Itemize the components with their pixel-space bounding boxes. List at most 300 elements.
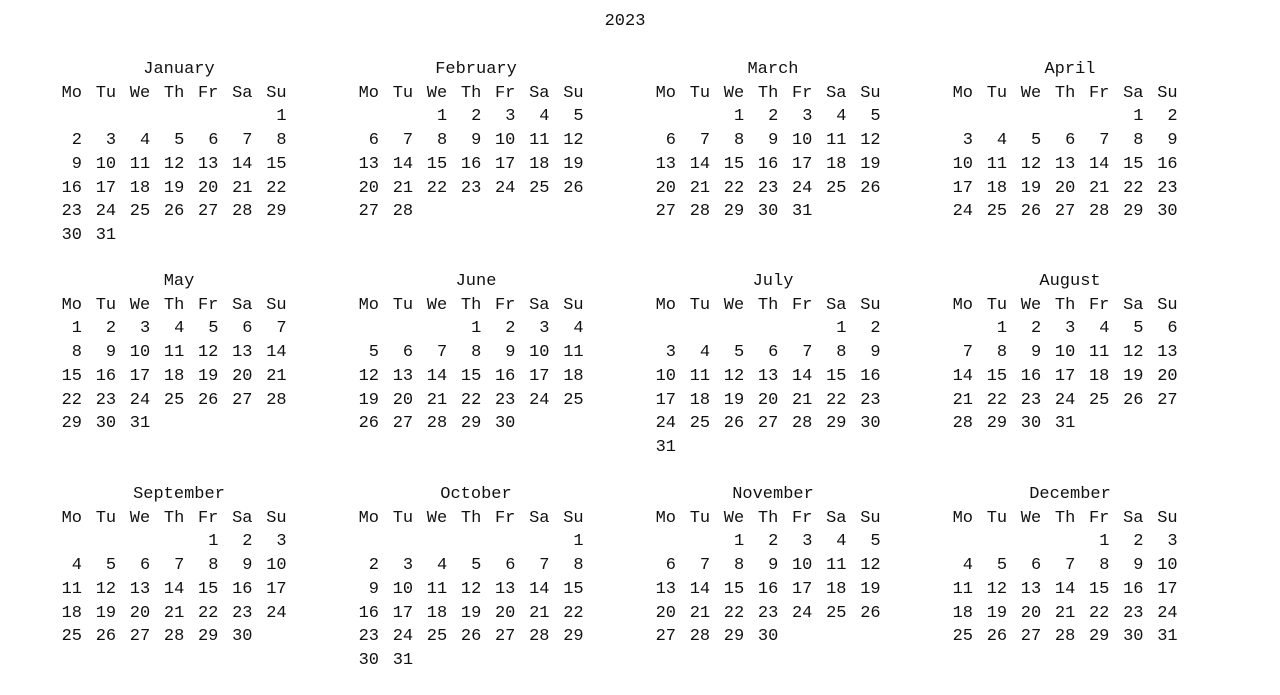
day-cell: 26	[95, 627, 117, 647]
day-cell: 24	[1054, 390, 1076, 410]
day-cell: 25	[826, 603, 847, 623]
weekday-header: Th	[1054, 295, 1076, 315]
day-cell: 28	[689, 202, 711, 222]
day-cell: 30	[757, 202, 779, 222]
day-cell: 13	[655, 579, 676, 599]
day-cell: 11	[129, 154, 151, 174]
day-cell: 6	[665, 556, 676, 576]
day-cell: 9	[1167, 131, 1178, 151]
day-cell: 11	[1088, 343, 1110, 363]
day-cell: 26	[1123, 390, 1144, 410]
day-cell: 21	[232, 178, 253, 198]
day-cell: 29	[266, 202, 287, 222]
weekday-header: Th	[460, 295, 482, 315]
day-cell: 6	[505, 556, 516, 576]
weekday-header: Sa	[232, 508, 253, 528]
day-cell: 16	[757, 154, 779, 174]
day-cell: 31	[95, 225, 117, 245]
day-cell: 4	[174, 319, 185, 339]
day-cell: 10	[791, 131, 813, 151]
day-cell: 3	[276, 532, 287, 552]
day-cell: 21	[689, 178, 711, 198]
day-cell: 20	[1020, 603, 1042, 623]
day-cell: 1	[208, 532, 219, 552]
day-cell: 18	[1088, 366, 1110, 386]
day-cell: 18	[952, 603, 973, 623]
day-cell: 10	[392, 579, 414, 599]
day-cell: 23	[460, 178, 482, 198]
day-cell: 22	[723, 603, 745, 623]
day-cell: 19	[723, 390, 745, 410]
day-cell: 25	[563, 390, 584, 410]
day-cell: 3	[105, 131, 117, 151]
day-cell: 24	[1157, 603, 1178, 623]
day-cell: 13	[129, 579, 151, 599]
day-cell: 16	[460, 154, 482, 174]
weekday-header: Mo	[61, 295, 82, 315]
day-cell: 30	[1157, 202, 1178, 222]
day-cell: 1	[276, 107, 287, 127]
day-cell: 31	[791, 202, 813, 222]
day-cell: 28	[529, 627, 550, 647]
weekday-header: Tu	[95, 295, 117, 315]
day-cell: 16	[61, 178, 82, 198]
day-cell: 29	[1123, 202, 1144, 222]
day-cell: 7	[1065, 556, 1076, 576]
day-cell: 9	[105, 343, 117, 363]
day-cell: 31	[1157, 627, 1178, 647]
weekday-header: We	[723, 508, 745, 528]
day-cell: 31	[1054, 414, 1076, 434]
month-title: February	[435, 60, 517, 79]
day-cell: 15	[1088, 579, 1110, 599]
day-cell: 29	[1088, 627, 1110, 647]
day-cell: 18	[826, 579, 847, 599]
day-cell: 4	[996, 131, 1008, 151]
day-cell: 19	[95, 603, 117, 623]
weekday-header: Sa	[232, 83, 253, 103]
day-cell: 13	[1020, 579, 1042, 599]
day-cell: 24	[266, 603, 287, 623]
weekday-header: Sa	[232, 295, 253, 315]
day-cell: 4	[1099, 319, 1110, 339]
day-cell: 5	[105, 556, 117, 576]
weekday-header: Fr	[791, 295, 813, 315]
day-cell: 16	[494, 366, 516, 386]
day-cell: 25	[129, 202, 151, 222]
day-cell: 20	[655, 603, 676, 623]
day-cell: 28	[232, 202, 253, 222]
weekday-header: Tu	[689, 83, 711, 103]
weekday-header: Th	[163, 508, 185, 528]
day-cell: 24	[529, 390, 550, 410]
day-cell: 21	[529, 603, 550, 623]
month-title: May	[163, 272, 195, 291]
day-cell: 14	[791, 366, 813, 386]
day-cell: 20	[757, 390, 779, 410]
day-cell: 17	[791, 579, 813, 599]
day-cell: 19	[1123, 366, 1144, 386]
day-cell: 27	[757, 414, 779, 434]
day-cell: 1	[733, 532, 745, 552]
weekday-header: Su	[563, 295, 584, 315]
day-cell: 30	[232, 627, 253, 647]
day-cell: 25	[1088, 390, 1110, 410]
day-cell: 16	[95, 366, 117, 386]
day-cell: 27	[494, 627, 516, 647]
day-cell: 27	[1020, 627, 1042, 647]
weekday-header: Fr	[197, 83, 219, 103]
day-cell: 18	[163, 366, 185, 386]
day-cell: 24	[952, 202, 973, 222]
day-cell: 5	[573, 107, 584, 127]
day-cell: 20	[232, 366, 253, 386]
day-cell: 25	[426, 627, 448, 647]
day-cell: 19	[197, 366, 219, 386]
day-cell: 16	[1157, 154, 1178, 174]
weekday-header: We	[129, 508, 151, 528]
weekday-header: Fr	[197, 508, 219, 528]
day-cell: 2	[1167, 107, 1178, 127]
day-cell: 9	[768, 131, 779, 151]
day-cell: 17	[392, 603, 414, 623]
day-cell: 7	[436, 343, 448, 363]
day-cell: 11	[689, 366, 711, 386]
weekday-header: Tu	[392, 295, 414, 315]
day-cell: 22	[266, 178, 287, 198]
weekday-header: Sa	[529, 508, 550, 528]
day-cell: 18	[61, 603, 82, 623]
day-cell: 29	[197, 627, 219, 647]
day-cell: 9	[1133, 556, 1144, 576]
day-cell: 22	[986, 390, 1008, 410]
weekday-header: Th	[460, 508, 482, 528]
day-cell: 3	[139, 319, 151, 339]
day-cell: 23	[757, 178, 779, 198]
day-cell: 7	[539, 556, 550, 576]
weekday-header: Sa	[1123, 508, 1144, 528]
day-cell: 30	[1020, 414, 1042, 434]
day-cell: 17	[494, 154, 516, 174]
day-cell: 23	[61, 202, 82, 222]
day-cell: 14	[426, 366, 448, 386]
day-cell: 8	[733, 131, 745, 151]
day-cell: 7	[276, 319, 287, 339]
day-cell: 10	[1054, 343, 1076, 363]
weekday-header: We	[426, 295, 448, 315]
day-cell: 11	[986, 154, 1008, 174]
day-cell: 6	[665, 131, 676, 151]
day-cell: 27	[358, 202, 379, 222]
day-cell: 21	[266, 366, 287, 386]
day-cell: 29	[563, 627, 584, 647]
day-cell: 24	[129, 390, 151, 410]
day-cell: 14	[232, 154, 253, 174]
day-cell: 28	[1054, 627, 1076, 647]
weekday-header: Mo	[61, 508, 82, 528]
weekday-header: Tu	[986, 83, 1008, 103]
weekday-header: Mo	[358, 295, 379, 315]
weekday-header: We	[129, 83, 151, 103]
day-cell: 1	[733, 107, 745, 127]
day-cell: 20	[129, 603, 151, 623]
day-cell: 27	[232, 390, 253, 410]
day-cell: 21	[163, 603, 185, 623]
day-cell: 22	[563, 603, 584, 623]
day-cell: 26	[197, 390, 219, 410]
day-cell: 1	[1133, 107, 1144, 127]
day-cell: 1	[71, 319, 82, 339]
day-cell: 9	[368, 579, 379, 599]
day-cell: 2	[242, 532, 253, 552]
day-cell: 22	[197, 603, 219, 623]
weekday-header: Mo	[655, 83, 676, 103]
day-cell: 2	[105, 319, 117, 339]
day-cell: 7	[802, 343, 813, 363]
day-cell: 10	[655, 366, 676, 386]
day-cell: 16	[358, 603, 379, 623]
day-cell: 28	[266, 390, 287, 410]
day-cell: 16	[860, 366, 881, 386]
day-cell: 25	[163, 390, 185, 410]
day-cell: 20	[1054, 178, 1076, 198]
day-cell: 12	[358, 366, 379, 386]
day-cell: 1	[471, 319, 482, 339]
day-cell: 21	[1088, 178, 1110, 198]
day-cell: 29	[723, 202, 745, 222]
weekday-header: We	[723, 83, 745, 103]
weekday-header: Su	[860, 508, 881, 528]
day-cell: 4	[71, 556, 82, 576]
day-cell: 22	[426, 178, 448, 198]
day-cell: 26	[163, 202, 185, 222]
day-cell: 20	[358, 178, 379, 198]
weekday-header: Sa	[529, 83, 550, 103]
day-cell: 27	[197, 202, 219, 222]
day-cell: 27	[655, 202, 676, 222]
day-cell: 14	[1054, 579, 1076, 599]
day-cell: 29	[986, 414, 1008, 434]
day-cell: 23	[232, 603, 253, 623]
day-cell: 30	[494, 414, 516, 434]
day-cell: 6	[1167, 319, 1178, 339]
day-cell: 13	[392, 366, 414, 386]
day-cell: 12	[563, 131, 584, 151]
day-cell: 10	[1157, 556, 1178, 576]
weekday-header: We	[426, 83, 448, 103]
day-cell: 18	[563, 366, 584, 386]
day-cell: 4	[962, 556, 973, 576]
day-cell: 13	[655, 154, 676, 174]
day-cell: 17	[1157, 579, 1178, 599]
day-cell: 20	[392, 390, 414, 410]
day-cell: 14	[1088, 154, 1110, 174]
day-cell: 4	[539, 107, 550, 127]
day-cell: 18	[129, 178, 151, 198]
day-cell: 28	[392, 202, 414, 222]
day-cell: 16	[1123, 579, 1144, 599]
weekday-header: Fr	[1088, 508, 1110, 528]
weekday-header: Sa	[1123, 83, 1144, 103]
day-cell: 7	[699, 131, 711, 151]
day-cell: 18	[529, 154, 550, 174]
day-cell: 21	[791, 390, 813, 410]
day-cell: 10	[494, 131, 516, 151]
day-cell: 12	[1123, 343, 1144, 363]
day-cell: 1	[836, 319, 847, 339]
weekday-header: Su	[563, 83, 584, 103]
day-cell: 30	[61, 225, 82, 245]
day-cell: 1	[573, 532, 584, 552]
day-cell: 14	[529, 579, 550, 599]
weekday-header: We	[723, 295, 745, 315]
weekday-header: Tu	[986, 295, 1008, 315]
weekday-header: Tu	[95, 508, 117, 528]
day-cell: 28	[426, 414, 448, 434]
day-cell: 23	[494, 390, 516, 410]
day-cell: 15	[61, 366, 82, 386]
day-cell: 3	[962, 131, 973, 151]
day-cell: 9	[242, 556, 253, 576]
day-cell: 5	[471, 556, 482, 576]
day-cell: 6	[768, 343, 779, 363]
day-cell: 18	[689, 390, 711, 410]
day-cell: 7	[174, 556, 185, 576]
day-cell: 12	[1020, 154, 1042, 174]
weekday-header: Sa	[1123, 295, 1144, 315]
day-cell: 4	[836, 107, 847, 127]
weekday-header: Mo	[61, 83, 82, 103]
day-cell: 12	[860, 556, 881, 576]
weekday-header: Mo	[655, 295, 676, 315]
weekday-header: Th	[757, 508, 779, 528]
day-cell: 21	[1054, 603, 1076, 623]
day-cell: 2	[71, 131, 82, 151]
day-cell: 6	[1065, 131, 1076, 151]
day-cell: 5	[174, 131, 185, 151]
day-cell: 27	[1157, 390, 1178, 410]
day-cell: 11	[61, 579, 82, 599]
weekday-header: Su	[563, 508, 584, 528]
month-title: April	[1044, 60, 1096, 79]
weekday-header: Th	[757, 295, 779, 315]
day-cell: 12	[197, 343, 219, 363]
day-cell: 17	[95, 178, 117, 198]
day-cell: 17	[129, 366, 151, 386]
day-cell: 5	[733, 343, 745, 363]
day-cell: 23	[1123, 603, 1144, 623]
day-cell: 10	[791, 556, 813, 576]
day-cell: 25	[986, 202, 1008, 222]
weekday-header: Th	[1054, 83, 1076, 103]
day-cell: 17	[655, 390, 676, 410]
day-cell: 25	[826, 178, 847, 198]
day-cell: 8	[71, 343, 82, 363]
day-cell: 12	[460, 579, 482, 599]
weekday-header: We	[426, 508, 448, 528]
day-cell: 13	[232, 343, 253, 363]
day-cell: 30	[860, 414, 881, 434]
day-cell: 11	[163, 343, 185, 363]
day-cell: 28	[791, 414, 813, 434]
day-cell: 5	[870, 532, 881, 552]
weekday-header: Mo	[358, 83, 379, 103]
day-cell: 25	[529, 178, 550, 198]
day-cell: 2	[505, 319, 516, 339]
day-cell: 26	[986, 627, 1008, 647]
day-cell: 7	[242, 131, 253, 151]
day-cell: 18	[426, 603, 448, 623]
day-cell: 8	[1099, 556, 1110, 576]
day-cell: 10	[952, 154, 973, 174]
weekday-header: Th	[1054, 508, 1076, 528]
day-cell: 8	[471, 343, 482, 363]
day-cell: 29	[61, 414, 82, 434]
day-cell: 6	[208, 131, 219, 151]
weekday-header: Fr	[494, 83, 516, 103]
day-cell: 15	[723, 154, 745, 174]
day-cell: 30	[757, 627, 779, 647]
day-cell: 15	[197, 579, 219, 599]
day-cell: 20	[197, 178, 219, 198]
day-cell: 1	[996, 319, 1008, 339]
day-cell: 21	[952, 390, 973, 410]
day-cell: 20	[655, 178, 676, 198]
day-cell: 18	[826, 154, 847, 174]
day-cell: 19	[358, 390, 379, 410]
day-cell: 16	[757, 579, 779, 599]
day-cell: 22	[723, 178, 745, 198]
weekday-header: Fr	[791, 83, 813, 103]
month-title: July	[752, 272, 794, 291]
day-cell: 30	[95, 414, 117, 434]
day-cell: 10	[529, 343, 550, 363]
day-cell: 15	[826, 366, 847, 386]
day-cell: 24	[95, 202, 117, 222]
day-cell: 8	[996, 343, 1008, 363]
day-cell: 17	[952, 178, 973, 198]
day-cell: 11	[529, 131, 550, 151]
day-cell: 13	[494, 579, 516, 599]
day-cell: 30	[1123, 627, 1144, 647]
weekday-header: We	[1020, 508, 1042, 528]
day-cell: 27	[392, 414, 414, 434]
day-cell: 2	[1030, 319, 1042, 339]
weekday-header: Mo	[952, 83, 973, 103]
day-cell: 4	[139, 131, 151, 151]
day-cell: 30	[358, 650, 379, 670]
weekday-header: Mo	[358, 508, 379, 528]
day-cell: 22	[1123, 178, 1144, 198]
day-cell: 3	[665, 343, 676, 363]
day-cell: 1	[436, 107, 448, 127]
weekday-header: Mo	[655, 508, 676, 528]
day-cell: 12	[860, 131, 881, 151]
day-cell: 16	[232, 579, 253, 599]
weekday-header: Tu	[392, 508, 414, 528]
month-title: September	[133, 485, 225, 504]
weekday-header: We	[1020, 295, 1042, 315]
weekday-header: Fr	[791, 508, 813, 528]
weekday-header: Mo	[952, 295, 973, 315]
weekday-header: Su	[1157, 83, 1178, 103]
day-cell: 3	[539, 319, 550, 339]
day-cell: 12	[95, 579, 117, 599]
day-cell: 11	[826, 556, 847, 576]
day-cell: 3	[1167, 532, 1178, 552]
weekday-header: Su	[1157, 295, 1178, 315]
day-cell: 13	[197, 154, 219, 174]
